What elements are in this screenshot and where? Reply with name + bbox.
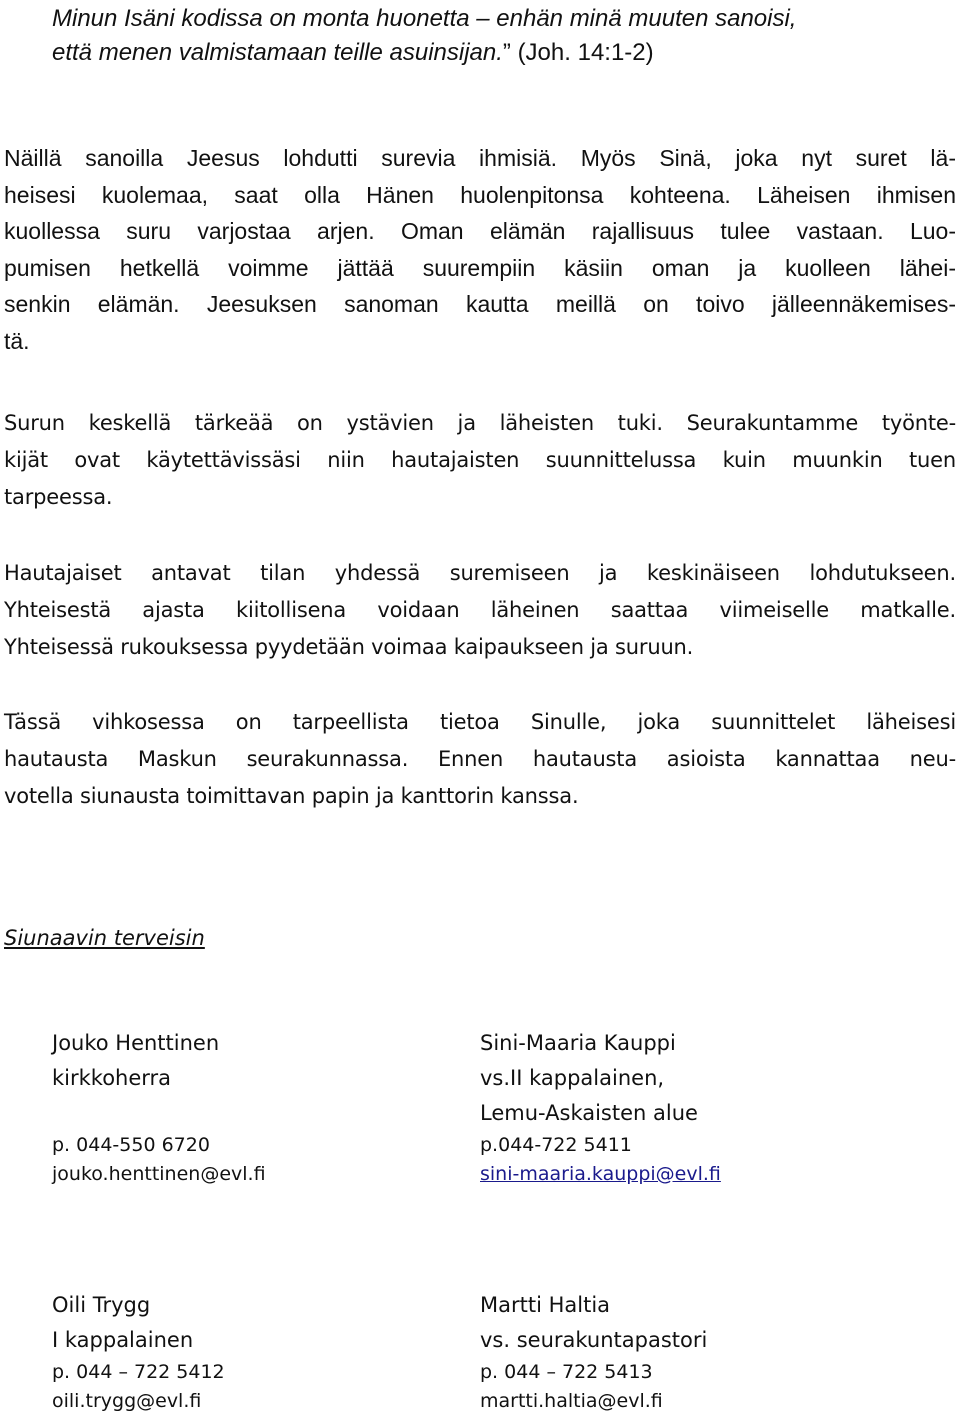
contact-phone: p. 044-550 6720	[52, 1134, 210, 1156]
paragraph-line: kijät ovat käytettävissäsi niin hautajaisten suunnittelussa kuin muunkin tuen	[4, 448, 956, 472]
paragraph-line: hautausta Maskun seurakunnassa. Ennen hautausta asioista kannattaa neu-	[4, 747, 956, 771]
paragraph-line: senkin elämän. Jeesuksen sanoman kautta meillä on toivo jälleennäkemises-	[4, 291, 956, 317]
paragraph-line: tarpeessa.	[4, 485, 113, 509]
contact-email-link[interactable]: sini-maaria.kauppi@evl.fi	[480, 1163, 721, 1185]
contact-phone: p. 044 – 722 5413	[480, 1361, 653, 1383]
contact-card	[480, 1026, 721, 1189]
contact-name: Jouko Henttinen	[52, 1031, 220, 1055]
bible-quote	[52, 2, 932, 70]
contact-title: I kappalainen	[52, 1328, 194, 1352]
paragraph-line: Yhteisessä rukouksessa pyydetään voimaa kaipaukseen ja suruun.	[4, 635, 694, 659]
paragraph-line: votella siunausta toimittavan papin ja kanttorin kanssa.	[4, 784, 579, 808]
contact-name: Martti Haltia	[480, 1293, 611, 1317]
quote-line: että menen valmistamaan teille asuinsijan.	[52, 39, 503, 66]
funeral-paragraph	[4, 555, 956, 666]
booklet-paragraph	[4, 704, 956, 815]
quote-line: Minun Isäni kodissa on monta huonetta – enhän minä muuten sanoisi,	[52, 5, 797, 32]
greeting: Siunaavin terveisin	[4, 926, 205, 950]
paragraph-line: tä.	[4, 327, 30, 354]
contact-name: Oili Trygg	[52, 1293, 151, 1317]
intro-paragraph	[4, 140, 956, 359]
contact-card	[480, 1288, 707, 1416]
contact-spacer	[52, 1096, 266, 1131]
contact-title: vs. seurakuntapastori	[480, 1328, 708, 1352]
contact-name: Sini-Maaria Kauppi	[480, 1031, 676, 1055]
contact-card	[52, 1026, 266, 1189]
paragraph-line: Surun keskellä tärkeää on ystävien ja läheisten tuki. Seurakuntamme työnte-	[4, 411, 956, 435]
contact-title: vs.II kappalainen,	[480, 1066, 665, 1090]
contact-title: kirkkoherra	[52, 1066, 172, 1090]
contact-email[interactable]: martti.haltia@evl.fi	[480, 1390, 663, 1412]
contact-phone: p.044-722 5411	[480, 1134, 632, 1156]
paragraph-line: pumisen hetkellä voimme jättää suurempiin käsiin oman ja kuolleen lähei-	[4, 254, 956, 281]
contact-email[interactable]: jouko.henttinen@evl.fi	[52, 1163, 266, 1185]
paragraph-line: Tässä vihkosessa on tarpeellista tietoa Sinulle, joka suunnittelet läheisesi	[4, 710, 956, 734]
contact-phone: p. 044 – 722 5412	[52, 1361, 225, 1383]
contact-email[interactable]: oili.trygg@evl.fi	[52, 1390, 202, 1412]
quote-reference: ” (Joh. 14:1-2)	[502, 39, 654, 66]
support-paragraph	[4, 405, 956, 516]
paragraph-line: Yhteisestä ajasta kiitollisena voidaan läheinen saattaa viimeiselle matkalle.	[4, 598, 956, 622]
contact-card	[52, 1288, 225, 1416]
paragraph-line: Näillä sanoilla Jeesus lohdutti surevia ihmisiä. Myös Sinä, joka nyt suret lä-	[4, 145, 956, 171]
paragraph-line: Hautajaiset antavat tilan yhdessä suremiseen ja keskinäiseen lohdutukseen.	[4, 561, 956, 585]
paragraph-line: kuollessa suru varjostaa arjen. Oman elämän rajallisuus tulee vastaan. Luo-	[4, 218, 956, 244]
contact-title: Lemu-Askaisten alue	[480, 1101, 698, 1125]
paragraph-line: heisesi kuolemaa, saat olla Hänen huolenpitonsa kohteena. Läheisen ihmisen	[4, 181, 956, 208]
